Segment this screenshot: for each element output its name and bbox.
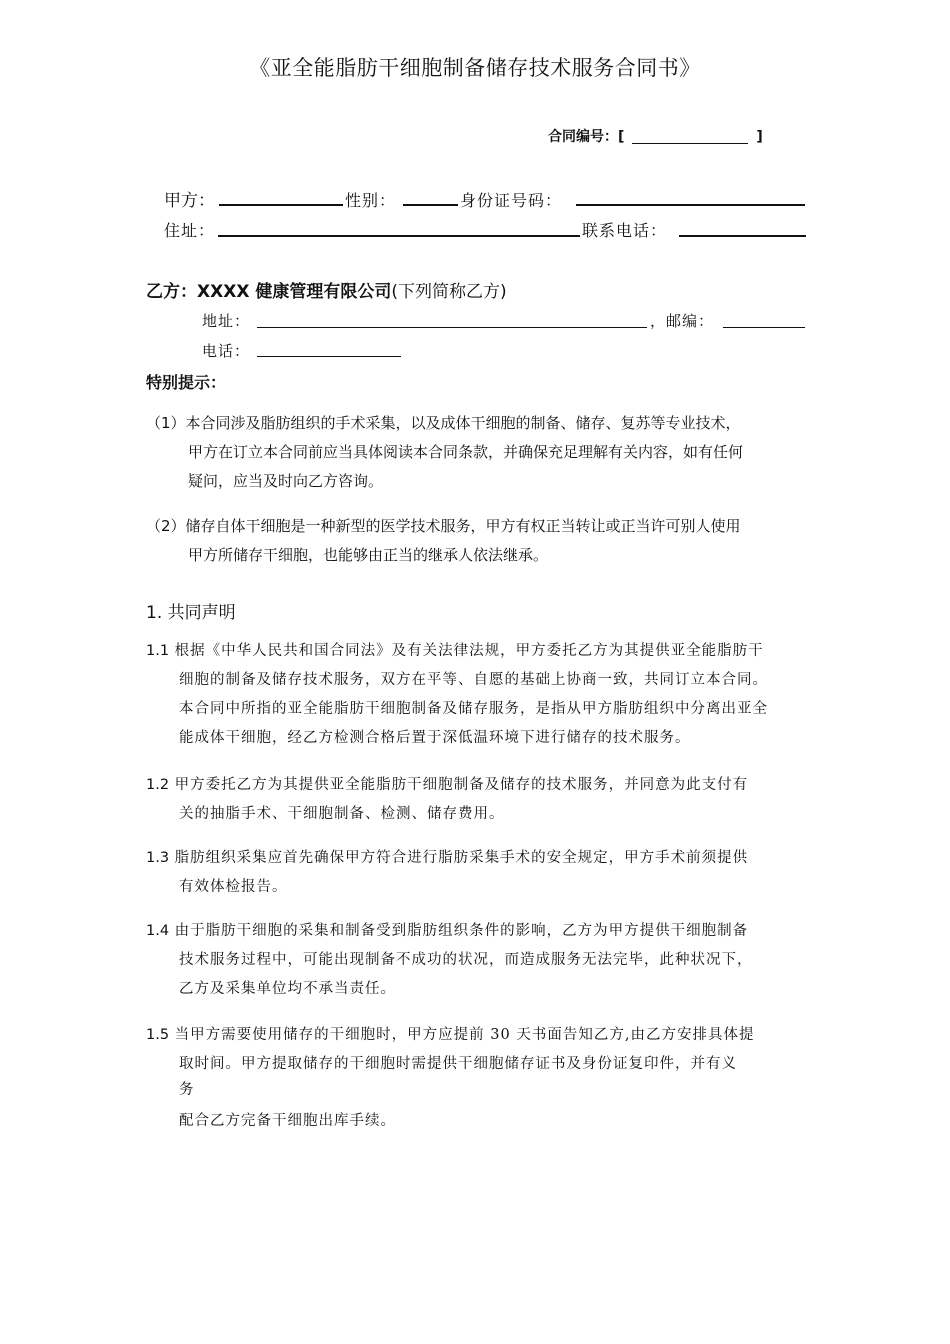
party-b-address-blank[interactable] bbox=[257, 327, 647, 328]
contract-number-label: 合同编号：[ bbox=[548, 129, 625, 145]
party-a-label: 甲方： bbox=[164, 191, 215, 211]
clause-line: 有效体检报告。 bbox=[179, 879, 288, 895]
clause-1-5 bbox=[146, 1021, 754, 1136]
clause-1-2 bbox=[146, 771, 748, 829]
clause-line: 当甲方需要使用储存的干细胞时，甲方应提前 30 天书面告知乙方,由乙方安排具体提 bbox=[174, 1027, 755, 1043]
notice-item-1-line: 疑问，应当及时向乙方咨询。 bbox=[188, 472, 384, 490]
contract-number bbox=[548, 126, 763, 146]
clause-1-4 bbox=[146, 917, 753, 1004]
party-a-name-blank[interactable] bbox=[219, 204, 343, 206]
clause-line: 甲方委托乙方为其提供亚全能脂肪干细胞制备及储存的技术服务，并同意为此支付有 bbox=[174, 777, 749, 793]
clause-line: 配合乙方完备干细胞出库手续。 bbox=[179, 1113, 396, 1129]
clause-line: 细胞的制备及储存技术服务，双方在平等、自愿的基础上协商一致，共同订立本合同。 bbox=[179, 672, 768, 688]
notice-item-2-num: （2） bbox=[146, 517, 186, 535]
notice-item-1 bbox=[146, 409, 743, 496]
clause-number: 1.1 bbox=[146, 643, 170, 659]
clause-line: 取时间。甲方提取储存的干细胞时需提供干细胞储存证书及身份证复印件，并有义 bbox=[179, 1056, 737, 1072]
document-title: 《亚全能脂肪干细胞制备储存技术服务合同书》 bbox=[249, 56, 701, 80]
clause-line: 脂肪组织采集应首先确保甲方符合进行脂肪采集手术的安全规定，甲方手术前须提供 bbox=[174, 850, 749, 866]
notice-item-2-line: 储存自体干细胞是一种新型的医学技术服务，甲方有权正当转让或正当许可别人使用 bbox=[185, 517, 741, 535]
contract-number-blank[interactable] bbox=[632, 129, 748, 144]
notice-item-1-line: 甲方在订立本合同前应当具体阅读本合同条款，并确保充足理解有关内容，如有任何 bbox=[188, 443, 744, 461]
notice-item-1-line: 本合同涉及脂肪组织的手术采集，以及成体干细胞的制备、储存、复苏等专业技术， bbox=[185, 414, 741, 432]
section-1-heading: 1. 共同声明 bbox=[146, 603, 236, 623]
id-number-label: 身份证号码： bbox=[460, 191, 563, 210]
clause-line: 技术服务过程中，可能出现制备不成功的状况，而造成服务无法完毕，此种状况下， bbox=[179, 952, 753, 968]
clause-number: 1.5 bbox=[146, 1027, 170, 1043]
gender-blank[interactable] bbox=[403, 204, 458, 206]
notice-item-1-num: （1） bbox=[146, 414, 186, 432]
notice-item-2-line: 甲方所储存干细胞，也能够由正当的继承人依法继承。 bbox=[188, 546, 549, 564]
address-label: 住址： bbox=[164, 221, 216, 240]
clause-line: 务 bbox=[179, 1082, 195, 1098]
clause-1-1 bbox=[146, 637, 768, 753]
address-blank[interactable] bbox=[218, 235, 580, 237]
party-b-address-label: 地址： bbox=[202, 312, 251, 330]
party-b-name: XXXX 健康管理有限公司 bbox=[197, 282, 392, 302]
clause-number: 1.2 bbox=[146, 777, 170, 793]
clause-line: 本合同中所指的亚全能脂肪干细胞制备及储存服务，是指从甲方脂肪组织中分离出亚全 bbox=[179, 701, 768, 717]
phone-blank[interactable] bbox=[679, 235, 806, 237]
special-notice-heading: 特别提示： bbox=[146, 373, 227, 392]
gender-label: 性别： bbox=[345, 191, 397, 210]
clause-number: 1.4 bbox=[146, 923, 170, 939]
party-b-note: (下列简称乙方) bbox=[391, 282, 507, 302]
clause-line: 乙方及采集单位均不承当责任。 bbox=[179, 981, 396, 997]
clause-number: 1.3 bbox=[146, 850, 170, 866]
clause-line: 根据《中华人民共和国合同法》及有关法律法规，甲方委托乙方为其提供亚全能脂肪干 bbox=[174, 643, 764, 659]
party-b-phone-label: 电话： bbox=[202, 342, 251, 360]
party-b-postcode-label: ，邮编： bbox=[650, 312, 715, 330]
id-number-blank[interactable] bbox=[576, 204, 805, 206]
contract-number-close: ] bbox=[756, 129, 763, 145]
clause-line: 关的抽脂手术、干细胞制备、检测、储存费用。 bbox=[179, 806, 505, 822]
party-b-heading bbox=[146, 277, 507, 302]
clause-line: 由于脂肪干细胞的采集和制备受到脂肪组织条件的影响，乙方为甲方提供干细胞制备 bbox=[174, 923, 749, 939]
party-b-label: 乙方： bbox=[146, 282, 197, 302]
party-b-postcode-blank[interactable] bbox=[723, 327, 805, 328]
clause-line: 能成体干细胞，经乙方检测合格后置于深低温环境下进行储存的技术服务。 bbox=[179, 730, 691, 746]
notice-item-2 bbox=[146, 512, 741, 570]
party-b-phone-blank[interactable] bbox=[257, 356, 401, 357]
clause-1-3 bbox=[146, 844, 748, 902]
phone-label: 联系电话： bbox=[582, 221, 668, 240]
